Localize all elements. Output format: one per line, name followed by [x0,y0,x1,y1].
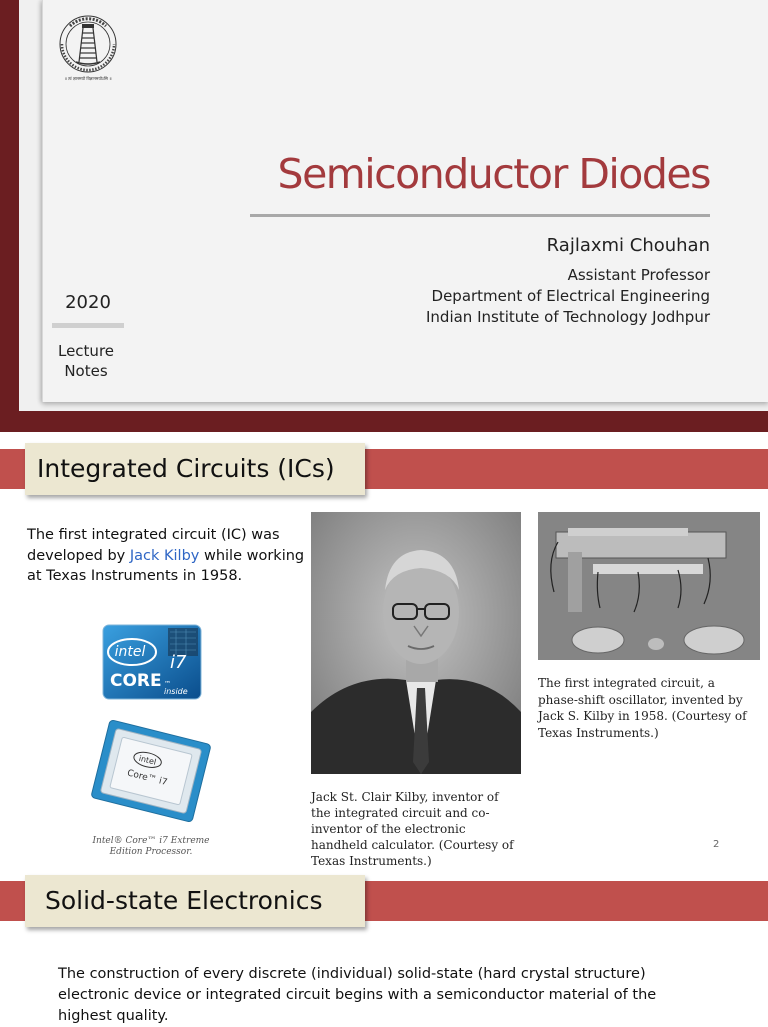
inside-label: inside [164,687,188,696]
year-divider [52,323,124,328]
i7-label: i7 [170,652,187,673]
intro-text-start: The first integrated circuit (IC) was developed by [27,527,280,564]
solid-state-slide [0,868,768,1024]
jack-kilby-portrait [311,512,521,774]
slide-page [42,0,768,402]
author-name: Rajlaxmi Chouhan [546,235,710,256]
title-slide [0,0,768,432]
core-label: CORE [110,671,162,691]
trademark-label: ™ [164,680,171,688]
first-ic-caption: The first integrated circuit, a phase-shift oscillator, invented by Jack S. Kilby in 1958. (Courtesy of Texas Instruments.) [538,676,747,740]
author-department: Department of Electrical Engineering [431,287,710,305]
slide-heading: Solid-state Electronics [25,875,365,927]
chip-model-label: Core™ i7 [126,768,169,789]
title-divider [250,214,710,217]
lecture-label: Lecture [57,342,115,360]
author-position: Assistant Professor [567,266,710,284]
page-number: 2 [713,839,720,850]
jack-kilby-link[interactable]: Jack Kilby [129,547,200,564]
first-ic-photo-icon [538,512,760,660]
intel-core-i7-logo [102,624,202,700]
notes-label: Notes [64,362,108,380]
intro-text-end: while working at Texas Instruments in 1958. [27,547,305,584]
presentation-title: Semiconductor Diodes [277,150,710,198]
portrait-photo-icon [311,512,521,774]
slide-heading: Integrated Circuits (ICs) [25,443,365,495]
body-paragraph: The construction of every discrete (individual) solid-state (hard crystal structure) electronic device or integrated circuit begins with a semiconductor material of the highest quality. [58,966,657,1024]
portrait-caption: Jack St. Clair Kilby, inventor of the integrated circuit and co-inventor of the electronic handheld calculator. (Courtesy of Texas Instruments.) [311,790,514,868]
intel-wordmark: intel [114,644,146,660]
author-institute: Indian Institute of Technology Jodhpur [426,308,710,326]
year-label: 2020 [65,292,111,313]
intel-badge-icon [102,624,202,700]
intro-paragraph [27,525,307,587]
chip-caption: Intel® Core™ i7 Extreme Edition Processor. [92,836,210,857]
processor-chip-icon [84,716,218,826]
svg-text:॥ त्वं ज्ञानमयो विज्ञानमयोऽसि: ॥ त्वं ज्ञानमयो विज्ञानमयोऽसि ॥ [64,76,112,81]
iit-jodhpur-logo [56,14,120,84]
first-ic-photo [538,512,760,660]
intel-processor-chip [84,716,218,826]
chip-brand-label: intel [137,753,158,767]
ic-slide [0,432,768,868]
logo-emblem-icon [56,14,120,84]
